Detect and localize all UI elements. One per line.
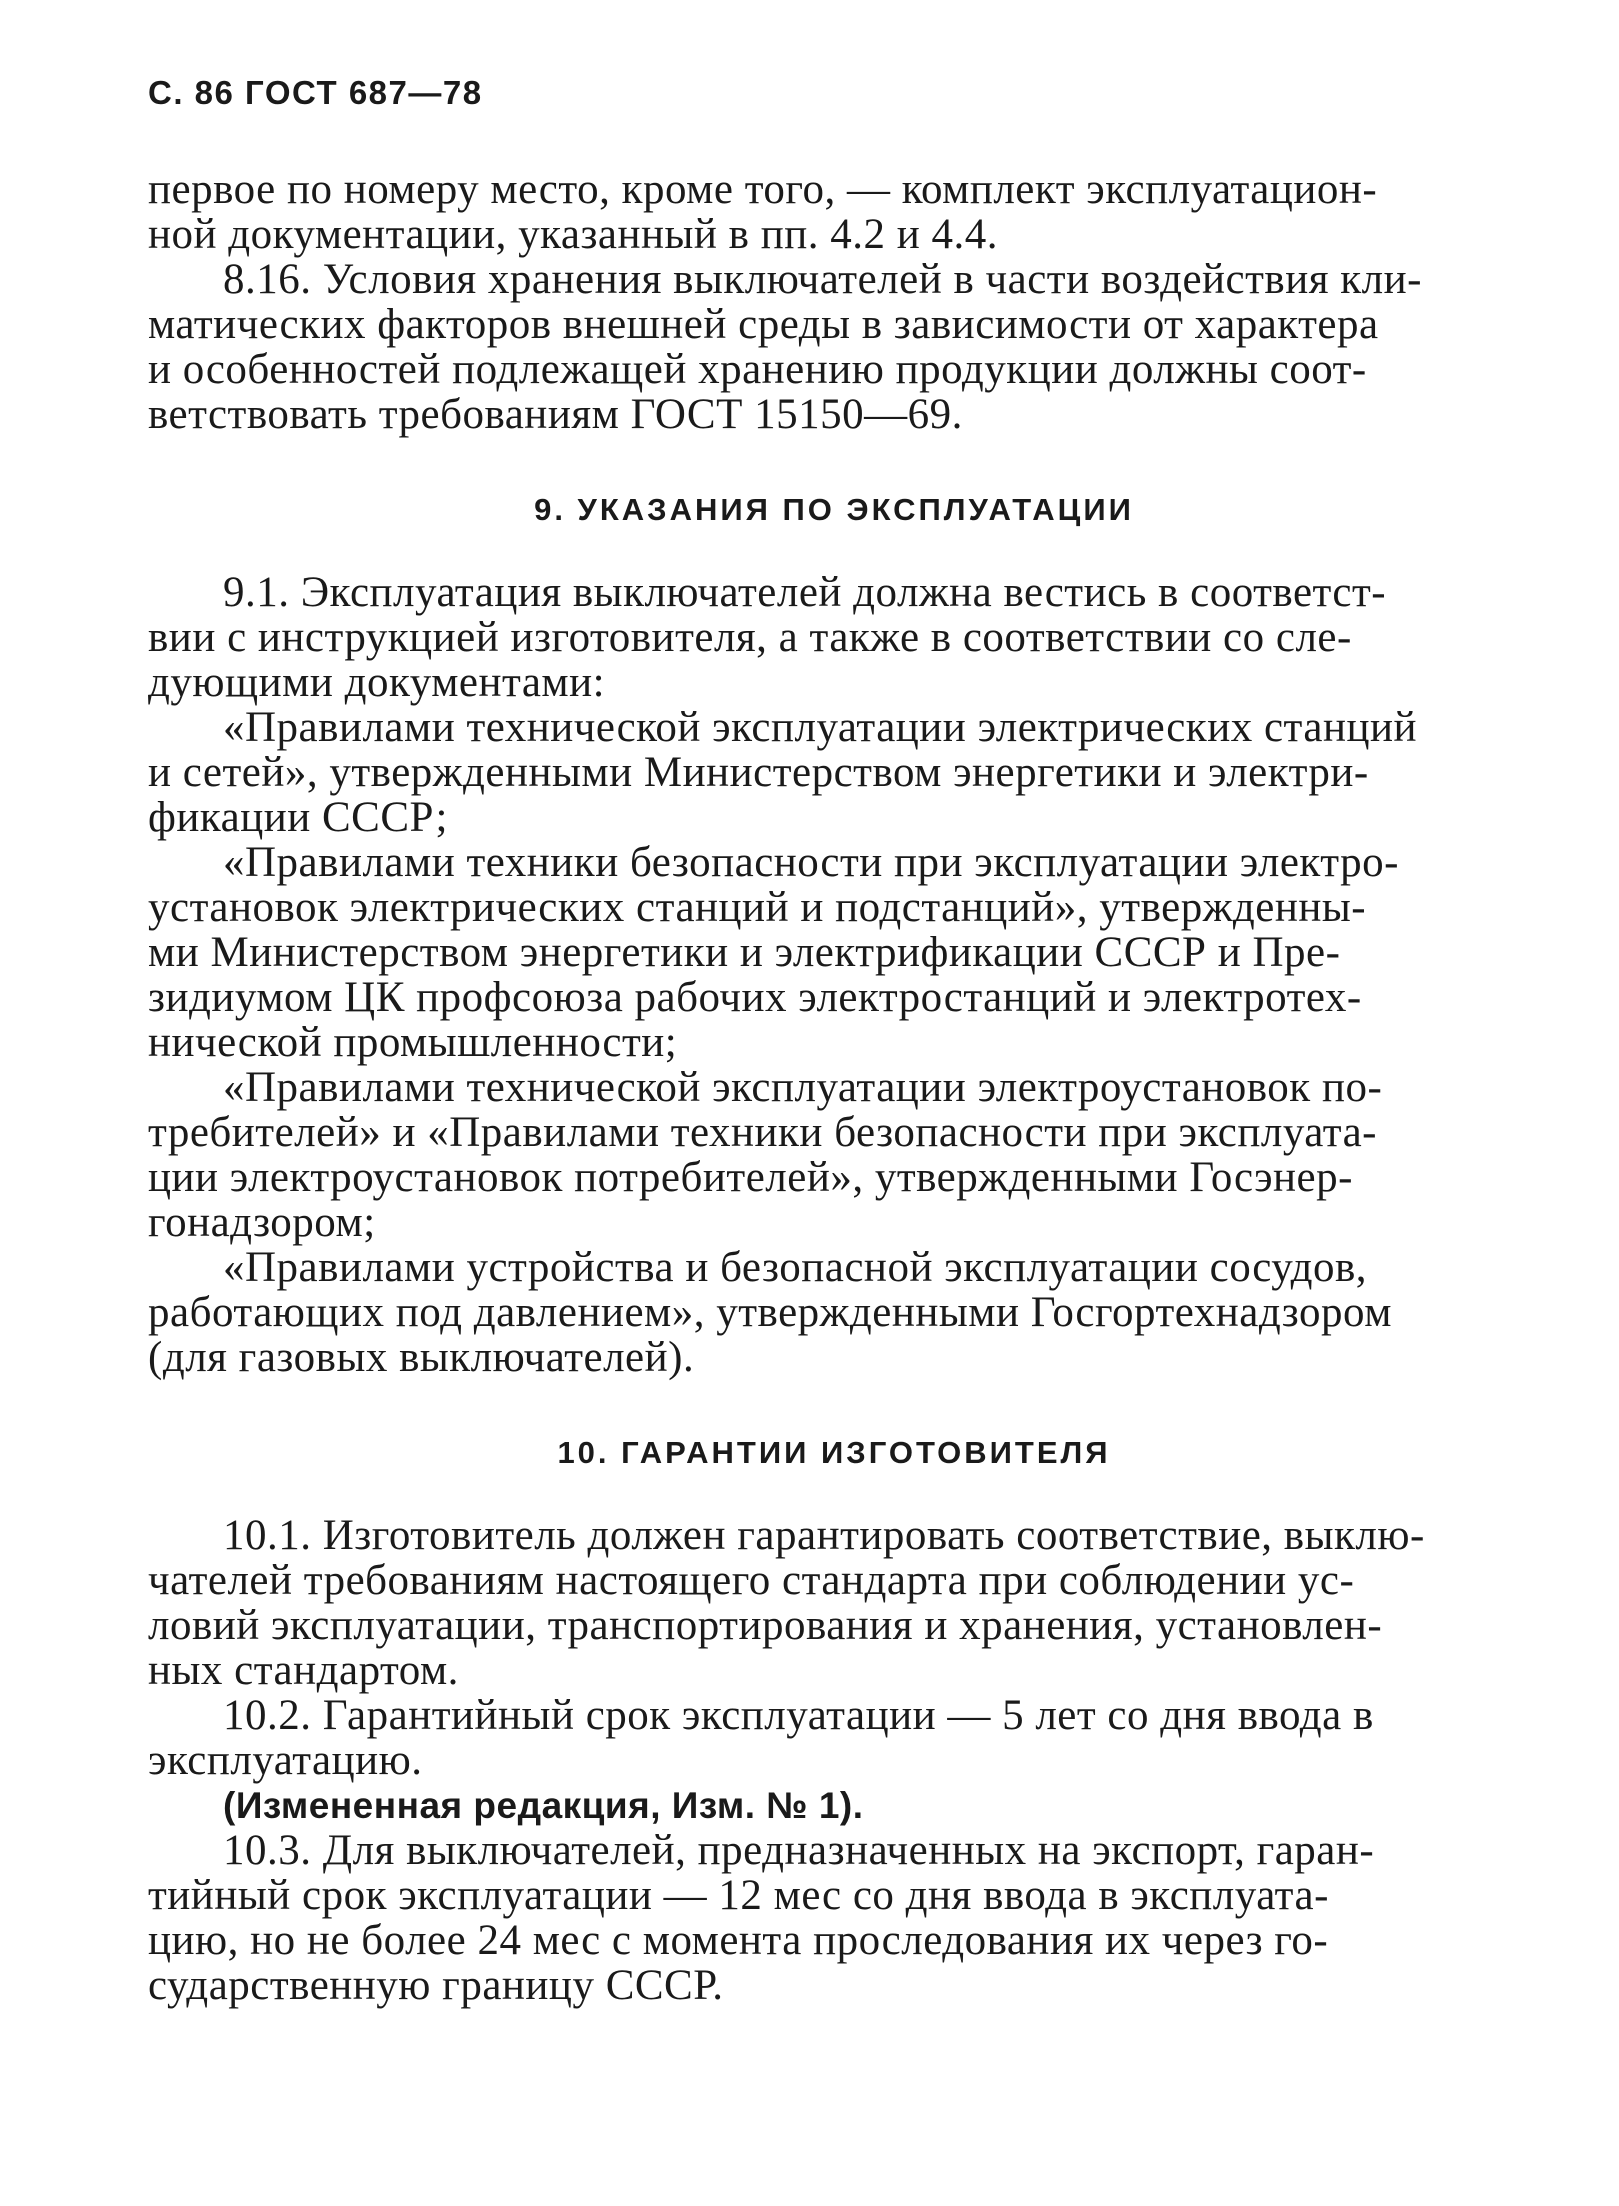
section-9-title: 9. УКАЗАНИЯ ПО ЭКСПЛУАТАЦИИ (534, 492, 1134, 527)
paragraph-9-1: 9.1. Эксплуатация выключателей должна вестись в соответст- вии с инструкцией изготовителя, а также в соответствии со сле- дующими документами: (148, 569, 1387, 706)
section-10-title: 10. ГАРАНТИИ ИЗГОТОВИТЕЛЯ (557, 1435, 1111, 1470)
paragraph-10-3: 10.3. Для выключателей, предназначенных на экспорт, гаран- тийный срок эксплуатации — 12 мес со дня ввода в эксплуата- цию, но не более 24 мес с момента проследования их через го- сударственную границу СССР. (148, 1827, 1375, 2009)
paragraph-10-1: 10.1. Изготовитель должен гарантировать соответствие, выклю- чателей требованиям настоящего стандарта при соблюдении ус- ловий эксплуатации, транспортирования и хранения, установлен- ных стандартом. (148, 1512, 1425, 1694)
rule-item-3: «Правилами технической эксплуатации электроустановок по- требителей» и «Правилами техники безопасности при эксплуата- ции электроустановок потребителей», утвержденными Госэнер- гонадзором; (148, 1064, 1383, 1246)
paragraph-8-16: 8.16. Условия хранения выключателей в части воздействия кли- матических факторов внешней среды в зависимости от характера и особенностей подлежащей хранению продукции должны соот- ветствовать требованиям ГОСТ 15150—69. (148, 256, 1422, 438)
rule-item-2: «Правилами техники безопасности при эксплуатации электро- установок электрических станций и подстанций», утвержденны- ми Министерством энергетики и электрификации СССР и Пре- зидиумом ЦК профсоюза рабочих электростанций и электротех- нической промышленности; (148, 839, 1399, 1066)
page-header: С. 86 ГОСТ 687—78 (148, 74, 483, 111)
paragraph-continuation: первое по номеру место, кроме того, — комплект эксплуатацион- ной документации, указанный в пп. 4.2 и 4.4. (148, 166, 1378, 258)
rule-item-1: «Правилами технической эксплуатации электрических станций и сетей», утвержденными Министерством энергетики и электри- фикации СССР; (148, 704, 1417, 841)
rule-item-4: «Правилами устройства и безопасной эксплуатации сосудов, работающих под давлением», утвержденными Госгортехнадзором (для газовых выключателей). (148, 1244, 1392, 1381)
amendment-note: (Измененная редакция, Изм. № 1). (223, 1785, 864, 1826)
paragraph-10-2: 10.2. Гарантийный срок эксплуатации — 5 лет со дня ввода в эксплуатацию. (148, 1692, 1374, 1784)
document-page (148, 70, 1520, 2008)
